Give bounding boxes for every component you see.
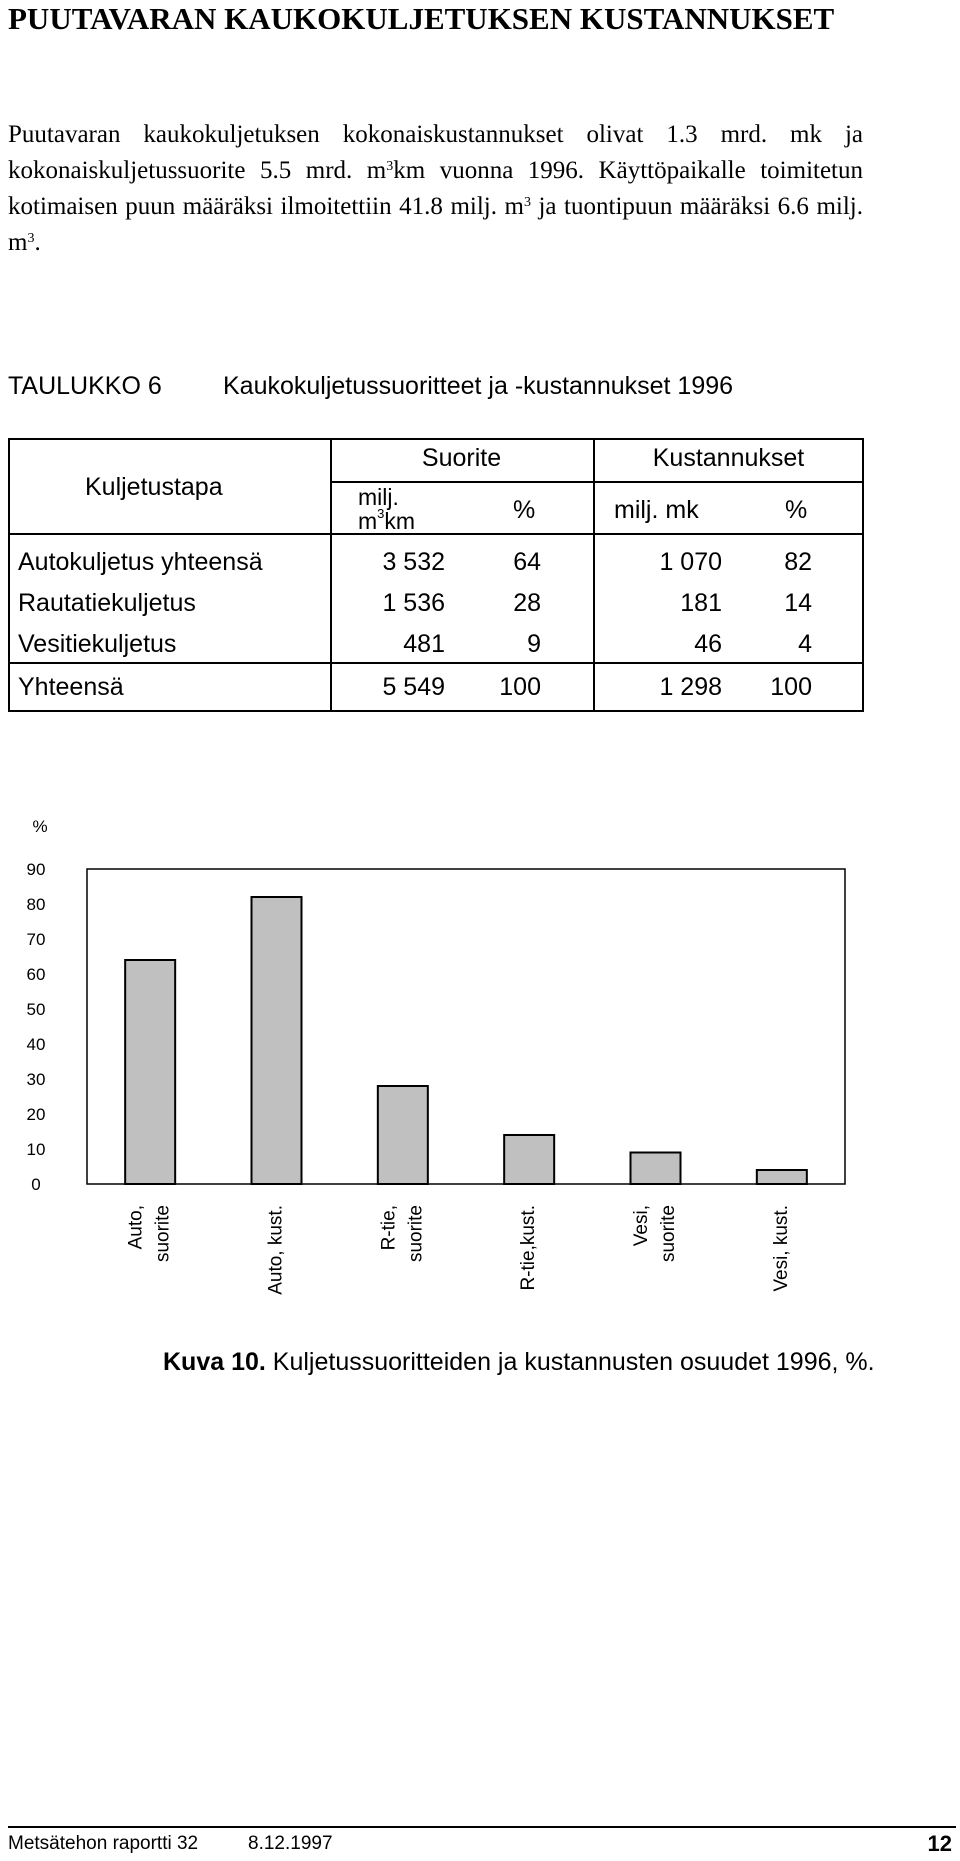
row-label: Autokuljetus yhteensä	[18, 548, 263, 576]
x-tick-label-line: Auto, kust.	[265, 1205, 287, 1295]
x-tick-label-line: Vesi,	[631, 1205, 653, 1247]
row-suorite: 481	[403, 630, 445, 658]
header-unit-miljmk: milj. mk	[614, 496, 699, 524]
bar-chart	[0, 800, 960, 1340]
figure-caption	[163, 1348, 875, 1377]
page-number: 12	[927, 1831, 952, 1856]
intro-text-1: Puutavaran kaukokuljetuksen kokonaiskustannukset olivat 1.3 mrd. mk ja kokonaiskuljetussuorite 5.5 mrd. m	[8, 121, 863, 184]
row-suorite-pct: 9	[527, 630, 541, 658]
x-tick-label	[631, 1205, 679, 1262]
header-kustannukset: Kustannukset	[652, 444, 805, 472]
page-heading: PUUTAVARAN KAUKOKULJETUKSEN KUSTANNUKSET	[8, 1, 835, 36]
row-kustannus-pct: 14	[784, 589, 812, 617]
total-suorite: 5 549	[382, 673, 445, 701]
row-kustannus: 181	[680, 589, 722, 617]
row-kustannus-pct: 82	[784, 548, 812, 576]
bar	[125, 960, 175, 1184]
footer-report: Metsätehon raportti 32	[8, 1833, 199, 1854]
y-tick-label: 40	[26, 1035, 46, 1054]
y-tick-label: 70	[26, 930, 46, 949]
figure-caption-text: Kuljetussuoritteiden ja kustannusten osuudet 1996, %.	[265, 1348, 875, 1376]
bar	[252, 897, 302, 1184]
x-tick-label-line: R-tie,kust.	[518, 1205, 540, 1291]
row-kustannus: 1 070	[659, 548, 722, 576]
footer-date: 8.12.1997	[248, 1833, 333, 1854]
x-tick-label	[126, 1205, 174, 1262]
intro-paragraph	[8, 117, 863, 261]
x-tick-label-line: Vesi, kust.	[770, 1205, 792, 1292]
bar	[378, 1086, 428, 1184]
table-divider	[10, 662, 862, 664]
row-kustannus: 46	[694, 630, 722, 658]
plot-frame	[87, 869, 845, 1184]
y-tick-label: 0	[31, 1175, 41, 1194]
intro-text-2: km vuonna 1996. Käyttöpaikalle toimitetun kotimaisen puun määräksi ilmoitettiin 41.8 milj. m	[8, 157, 864, 220]
header-kuljetustapa: Kuljetustapa	[85, 473, 223, 501]
row-suorite-pct: 64	[513, 548, 541, 576]
y-tick-label: 10	[26, 1140, 46, 1159]
intro-text-3: ja tuontipuun määräksi 6.6 milj. m	[8, 193, 863, 256]
header-unit-milj: milj.	[358, 484, 399, 510]
y-tick-label: 30	[26, 1070, 46, 1089]
figure-label: Kuva 10.	[163, 1348, 266, 1376]
total-suorite-pct: 100	[499, 673, 541, 701]
intro-superscript-2: 3	[523, 195, 531, 210]
transport-table	[8, 438, 864, 712]
header-pct-kustannus: %	[785, 496, 808, 524]
row-suorite-pct: 28	[513, 589, 541, 617]
total-label: Yhteensä	[18, 673, 124, 701]
bar	[504, 1135, 554, 1184]
y-tick-label: 80	[26, 895, 46, 914]
y-tick-label: 20	[26, 1105, 46, 1124]
table-number: TAULUKKO 6	[8, 372, 162, 400]
bar-chart-svg	[0, 800, 960, 1340]
x-tick-label-line: suorite	[405, 1205, 427, 1263]
bar	[757, 1170, 807, 1184]
y-tick-label: 90	[26, 860, 46, 879]
header-pct-suorite: %	[513, 496, 536, 524]
total-kustannus-pct: 100	[770, 673, 812, 701]
table-divider	[330, 481, 862, 483]
x-tick-label	[771, 1205, 792, 1292]
x-tick-label-line: R-tie,	[378, 1205, 400, 1251]
row-kustannus-pct: 4	[798, 630, 812, 658]
intro-superscript-3: 3	[27, 231, 35, 246]
x-tick-label	[518, 1205, 539, 1291]
row-suorite: 3 532	[382, 548, 445, 576]
bar	[631, 1153, 681, 1185]
header-unit-m3km: $m^3km$	[358, 506, 416, 534]
x-tick-label-line: Auto,	[125, 1205, 147, 1250]
row-label: Rautatiekuljetus	[18, 589, 196, 617]
header-suorite: Suorite	[421, 444, 502, 472]
x-tick-label-line: suorite	[658, 1205, 680, 1263]
intro-text-4: .	[34, 229, 41, 256]
row-suorite: 1 536	[382, 589, 445, 617]
y-tick-label: 50	[26, 1000, 46, 1019]
y-axis-label: %	[32, 817, 48, 836]
table-divider	[10, 533, 862, 535]
y-tick-label: 60	[26, 965, 46, 984]
footer-divider	[8, 1826, 956, 1828]
intro-superscript-1: 3	[386, 159, 394, 174]
table-title: Kaukokuljetussuoritteet ja -kustannukset 1996	[223, 372, 734, 400]
total-kustannus: 1 298	[659, 673, 722, 701]
row-label: Vesitiekuljetus	[18, 630, 177, 658]
x-tick-label	[378, 1205, 426, 1262]
x-tick-label	[266, 1205, 287, 1295]
x-tick-label-line: suorite	[152, 1205, 174, 1263]
